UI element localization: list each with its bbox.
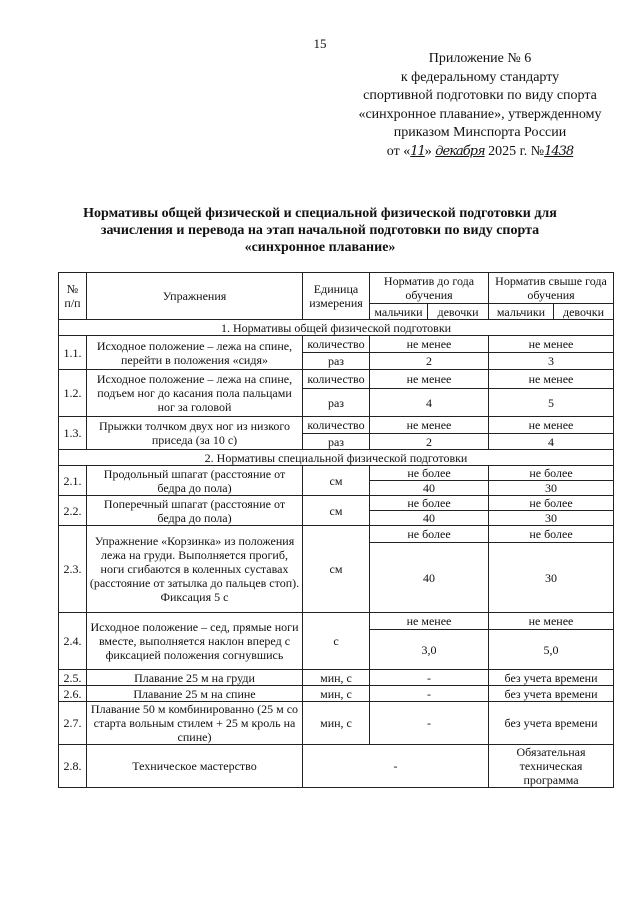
exercise-cell: Поперечный шпагат (расстояние от бедра до пола) xyxy=(87,496,303,526)
row-number: 2.3. xyxy=(59,526,87,613)
exercise-cell: Исходное положение – лежа на спине, перейти в положения «сидя» xyxy=(87,336,303,370)
value-cell: 30 xyxy=(489,543,614,613)
unit-cell: мин, с xyxy=(303,686,370,702)
header-boys: мальчики xyxy=(370,304,428,320)
table-row xyxy=(59,526,614,543)
page-number: 15 xyxy=(313,36,327,51)
date-month-handwritten: декабря xyxy=(435,143,485,159)
exercise-cell: Исходное положение – сед, прямые ноги вместе, выполняется наклон вперед с фиксацией положения согнувшись xyxy=(87,613,303,670)
qualifier-cell: не менее xyxy=(370,336,489,353)
annex-line: Приложение № 6 xyxy=(428,51,532,66)
header-norm-upto: Норматив до года обучения xyxy=(370,273,489,304)
exercise-cell: Исходное положение – лежа на спине, подъем ног до касания пола пальцами ног за головой xyxy=(87,370,303,417)
row-number: 2.4. xyxy=(59,613,87,670)
qualifier-cell: не менее xyxy=(370,417,489,434)
table-row xyxy=(59,417,614,434)
table-row xyxy=(59,613,614,630)
row-number: 1.3. xyxy=(59,417,87,450)
table-row xyxy=(59,745,614,788)
row-number: 1.1. xyxy=(59,336,87,370)
section-row xyxy=(59,320,614,336)
document-title: Нормативы общей физической и специальной физической подготовки для зачисления и перевода на этап начальной подготовки по виду спорта «синхронное плавание» xyxy=(83,206,557,255)
value-cell: 4 xyxy=(370,389,489,417)
norms-table xyxy=(58,272,614,788)
header-exercise: Упражнения xyxy=(87,273,303,320)
value-cell: 5 xyxy=(489,389,614,417)
header-unit: Единица измерения xyxy=(303,273,370,320)
order-number-handwritten: 1438 xyxy=(544,143,574,159)
annex-line: приказом Минспорта России xyxy=(393,125,567,141)
unit-cell: см xyxy=(303,466,370,496)
table-row xyxy=(59,336,614,353)
row-number: 2.1. xyxy=(59,466,87,496)
qualifier-cell: не менее xyxy=(489,417,614,434)
table-row xyxy=(59,702,614,745)
header-norm-over: Норматив свыше года обучения xyxy=(489,273,614,304)
value-cell: 30 xyxy=(489,481,614,496)
row-number: 1.2. xyxy=(59,370,87,417)
unit-cell: с xyxy=(303,613,370,670)
date-mid: » xyxy=(424,143,432,159)
annex-line: спортивной подготовки по виду спорта xyxy=(363,88,597,104)
value-cell: 40 xyxy=(370,511,489,526)
table-row xyxy=(59,466,614,481)
exercise-cell: Техническое мастерство xyxy=(87,745,303,788)
value-cell: без учета времени xyxy=(489,702,614,745)
row-number: 2.6. xyxy=(59,686,87,702)
section-title: 1. Нормативы общей физической подготовки xyxy=(59,320,614,336)
section-row xyxy=(59,450,614,466)
row-number: 2.2. xyxy=(59,496,87,526)
unit-cell: мин, с xyxy=(303,670,370,686)
unit-cell: см xyxy=(303,526,370,613)
exercise-cell: Плавание 50 м комбинированно (25 м со старта вольным стилем + 25 м кроль на спине) xyxy=(87,702,303,745)
exercise-cell: Плавание 25 м на спине xyxy=(87,686,303,702)
table-row xyxy=(59,370,614,389)
unit-cell: см xyxy=(303,496,370,526)
annex-header xyxy=(330,50,630,162)
annex-date-line xyxy=(387,143,573,162)
section-title: 2. Нормативы специальной физической подготовки xyxy=(59,450,614,466)
qualifier-cell: не менее xyxy=(370,613,489,630)
unit-cell: мин, с xyxy=(303,702,370,745)
header-girls: девочки xyxy=(554,304,614,320)
value-cell: 2 xyxy=(370,434,489,450)
unit-cell: раз xyxy=(303,434,370,450)
value-cell: 40 xyxy=(370,543,489,613)
qualifier-cell: не более xyxy=(370,466,489,481)
qualifier-cell: не более xyxy=(370,496,489,511)
date-year: 2025 г. № xyxy=(488,143,545,159)
qualifier-cell: не менее xyxy=(489,370,614,389)
unit-cell: раз xyxy=(303,353,370,370)
table-row xyxy=(59,670,614,686)
value-cell: Обязательная техническая программа xyxy=(489,745,614,788)
value-cell: 3 xyxy=(489,353,614,370)
unit-cell: количество xyxy=(303,417,370,434)
value-cell: - xyxy=(370,670,489,686)
value-cell: без учета времени xyxy=(489,686,614,702)
annex-line: к федеральному стандарту xyxy=(400,69,560,85)
qualifier-cell: не более xyxy=(489,526,614,543)
value-cell: 30 xyxy=(489,511,614,526)
row-number: 2.8. xyxy=(59,745,87,788)
exercise-cell: Продольный шпагат (расстояние от бедра до пола) xyxy=(87,466,303,496)
value-cell: без учета времени xyxy=(489,670,614,686)
exercise-cell: Упражнение «Корзинка» из положения лежа на груди. Выполняется прогиб, ноги сгибаются в коленных суставах (расстояние от затылка до пальцев стоп). Фиксация 5 с xyxy=(87,526,303,613)
value-cell: - xyxy=(303,745,489,788)
value-cell: - xyxy=(370,702,489,745)
qualifier-cell: не менее xyxy=(489,613,614,630)
qualifier-cell: не более xyxy=(370,526,489,543)
unit-cell: количество xyxy=(303,370,370,389)
header-row xyxy=(59,273,614,304)
row-number: 2.7. xyxy=(59,702,87,745)
value-cell: 3,0 xyxy=(370,630,489,670)
unit-cell: раз xyxy=(303,389,370,417)
value-cell: - xyxy=(370,686,489,702)
header-boys: мальчики xyxy=(489,304,554,320)
unit-cell: количество xyxy=(303,336,370,353)
header-girls: девочки xyxy=(428,304,489,320)
qualifier-cell: не менее xyxy=(489,336,614,353)
value-cell: 4 xyxy=(489,434,614,450)
exercise-cell: Плавание 25 м на груди xyxy=(87,670,303,686)
date-day-handwritten: 11 xyxy=(410,143,425,159)
exercise-cell: Прыжки толчком двух ног из низкого приседа (за 10 с) xyxy=(87,417,303,450)
value-cell: 40 xyxy=(370,481,489,496)
value-cell: 5,0 xyxy=(489,630,614,670)
table-row xyxy=(59,496,614,511)
qualifier-cell: не менее xyxy=(370,370,489,389)
row-number: 2.5. xyxy=(59,670,87,686)
qualifier-cell: не более xyxy=(489,466,614,481)
value-cell: 2 xyxy=(370,353,489,370)
table-row xyxy=(59,686,614,702)
header-num: № п/п xyxy=(59,273,87,320)
annex-line: «синхронное плавание», утвержденному xyxy=(358,106,602,122)
qualifier-cell: не более xyxy=(489,496,614,511)
date-prefix: от « xyxy=(386,143,411,159)
